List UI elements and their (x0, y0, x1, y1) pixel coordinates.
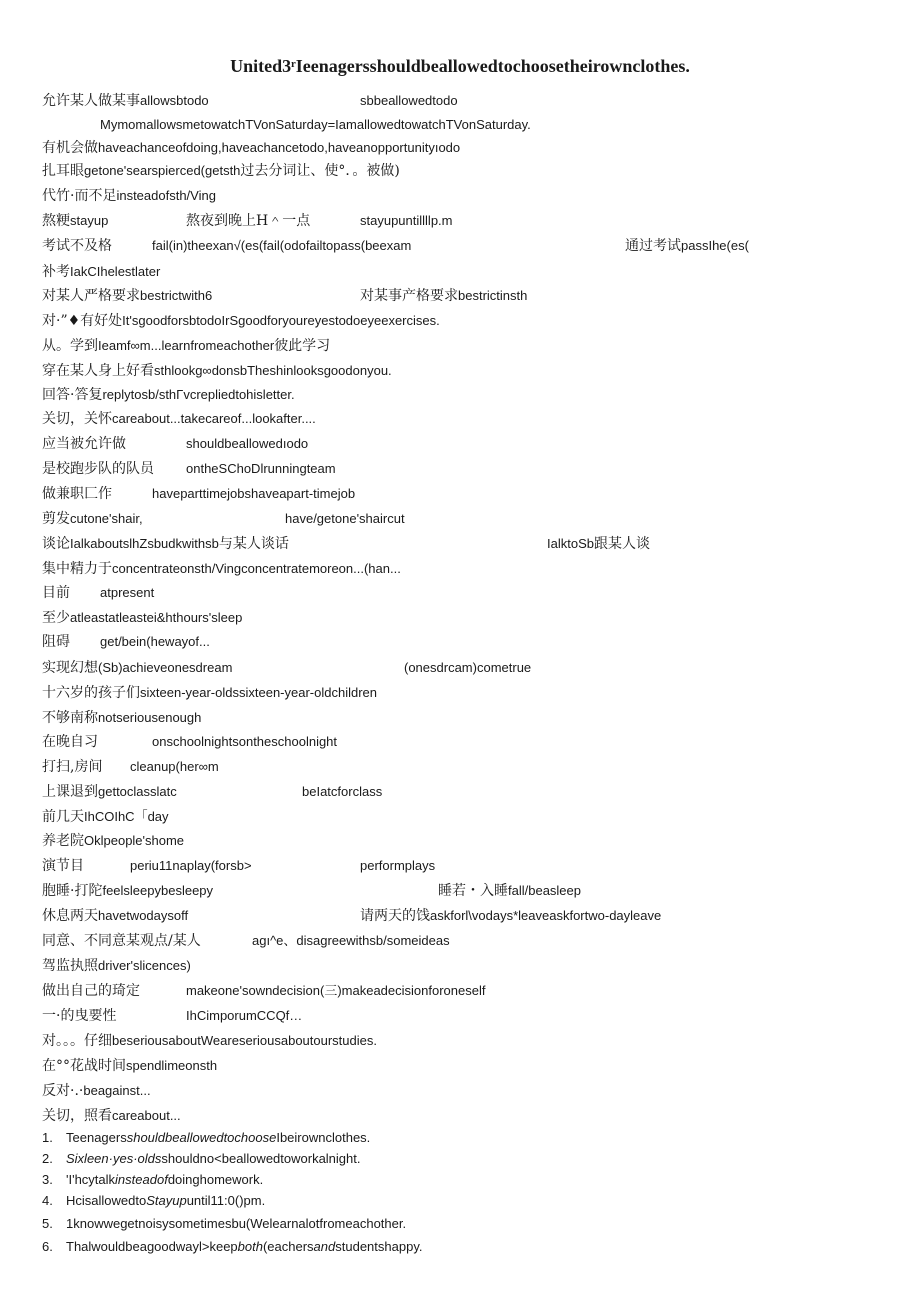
chinese-phrase: 胞睡·打陀 (42, 883, 103, 899)
vocab-entry (42, 709, 201, 727)
vocab-entry (42, 1082, 151, 1100)
vocab-entry (42, 1007, 116, 1025)
english-phrase: feelsleepybesleepy (102, 883, 214, 898)
sentence-text: studentshappy. (335, 1239, 423, 1254)
sentence-number: 4. (42, 1193, 53, 1208)
vocab-row (0, 584, 900, 604)
vocab-row (0, 485, 900, 505)
sentence-keyphrase: and (313, 1239, 336, 1254)
english-phrase: Oklpeople'shome (84, 833, 185, 848)
document-title: United3ʳIeenagersshouldbeallowedtochoosetheirownclothes. (230, 56, 690, 76)
vocab-entry (42, 485, 112, 503)
chinese-phrase: 关切，关怀 (42, 411, 112, 427)
english-phrase: MymomallowsmetowatchTVonSaturday=IamallowedtowatchTVonSaturday. (100, 117, 531, 132)
english-phrase: bestrictwith6 (140, 288, 213, 303)
chinese-phrase: 过去分词让、使°．。被做) (240, 163, 400, 179)
sentence-item (42, 1215, 406, 1233)
vocab-entry (42, 312, 440, 330)
chinese-phrase: 彼此学习 (274, 338, 331, 354)
english-phrase: periu11naplay(forsb> (130, 858, 252, 873)
vocab-row (0, 187, 900, 207)
chinese-phrase: 养老院 (42, 833, 84, 849)
vocab-row (0, 684, 900, 704)
vocab-entry (360, 857, 435, 875)
vocab-entry (438, 882, 581, 900)
english-phrase: fail(in)theexan√(es(fail(odofailtopass(beexam (152, 238, 412, 253)
vocab-row (0, 560, 900, 580)
sentence-text: 'I'hcytalk (66, 1172, 116, 1187)
chinese-phrase: 应当被允许做 (42, 436, 126, 452)
chinese-phrase: 不够南称 (42, 710, 98, 726)
chinese-phrase: 前几天 (42, 809, 84, 825)
chinese-phrase: 剪发 (42, 511, 70, 527)
sentence-number: 2. (42, 1151, 53, 1166)
chinese-phrase: 集中精力于 (42, 561, 112, 577)
vocab-row (0, 832, 900, 852)
vocab-entry (360, 212, 453, 230)
english-phrase: askforl\vodays*leaveaskfortwo-dayleave (430, 908, 662, 923)
vocab-row (0, 263, 900, 283)
english-phrase: spendlimeonsth (126, 1058, 218, 1073)
vocab-row (0, 783, 900, 803)
vocab-row (0, 1007, 900, 1027)
chinese-phrase: 扎耳眼 (42, 163, 84, 179)
vocab-entry (42, 932, 201, 950)
chinese-phrase: 回答·答复 (42, 387, 103, 403)
vocab-entry (42, 212, 108, 230)
chinese-phrase: 十六岁的孩子们 (42, 685, 140, 701)
chinese-phrase: 演节目 (42, 858, 84, 874)
english-phrase: IhCOIhC「day (84, 809, 169, 824)
english-phrase: agı^e、disagreewithsb/someideas (252, 933, 450, 948)
vocab-row (0, 633, 900, 653)
vocab-entry (42, 857, 84, 875)
english-phrase: shouldbeallowedıodo (186, 436, 309, 451)
sentence-keyphrase: Sixleen·yes·olds (66, 1151, 162, 1166)
vocab-row (0, 92, 900, 112)
english-phrase: beIatcforclass (302, 784, 383, 799)
english-phrase: (onesdrcam)cometrue (404, 660, 532, 675)
vocab-entry (186, 435, 308, 453)
english-phrase: gettoclasslatc (98, 784, 177, 799)
vocab-entry (42, 609, 242, 627)
sentence-number: 3. (42, 1172, 53, 1187)
vocab-entry (42, 237, 112, 255)
english-phrase: IhCimporumCCQf… (186, 1008, 303, 1023)
sentence-text: until11:0()pm. (186, 1193, 266, 1208)
sentence-text: Thalwouldbeagoodwayl>keep (66, 1239, 238, 1254)
vocab-entry (42, 982, 140, 1000)
vocab-row (0, 212, 900, 232)
sentence-number: 5. (42, 1216, 53, 1231)
chinese-phrase: 允许某人做某事 (42, 93, 140, 109)
vocab-row (0, 659, 900, 679)
vocab-entry (42, 659, 232, 677)
english-phrase: performplays (360, 858, 436, 873)
english-phrase: sthlookg∞donsbTheshinlooksgoodonyou. (154, 363, 392, 378)
vocab-row (0, 1057, 900, 1077)
vocab-row (0, 1107, 900, 1127)
vocab-entry (42, 1107, 181, 1125)
vocab-entry (625, 237, 749, 255)
chinese-phrase: 从。学到 (42, 338, 98, 354)
english-phrase: IakCIhelestlater (70, 264, 161, 279)
chinese-phrase: 同意、不同意某观点/某人 (42, 933, 201, 949)
sentence-number: 1. (42, 1130, 53, 1145)
vocab-entry (285, 510, 405, 528)
vocab-row (0, 287, 900, 307)
sentence-keyphrase: Stayup (146, 1193, 187, 1208)
vocab-entry (42, 263, 160, 281)
english-phrase: careabout... (112, 1108, 181, 1123)
sentence-item (42, 1238, 422, 1256)
vocab-entry (42, 684, 377, 702)
sentence-item (42, 1171, 263, 1189)
vocab-entry (130, 857, 252, 875)
english-phrase: It'sgoodforsbtodoIrSgoodforyoureyestodoeyeexercises. (122, 313, 440, 328)
vocab-entry (42, 510, 143, 528)
sentence-keyphrase: shouldbeallowedtochoose (126, 1130, 277, 1145)
english-phrase: driver'slicences) (98, 958, 191, 973)
vocab-row (0, 139, 900, 159)
vocab-entry (42, 337, 330, 355)
vocab-row (0, 386, 900, 406)
vocab-entry (186, 1007, 302, 1025)
english-phrase: IalkaboutslhZsbudkwithsb (70, 536, 219, 551)
chinese-phrase: 有机会做 (42, 140, 98, 156)
vocab-entry (547, 535, 650, 553)
english-phrase: cleanup(her∞m (130, 759, 219, 774)
vocab-entry (404, 659, 531, 677)
chinese-phrase: 请两天的饯 (360, 908, 430, 924)
vocab-entry (152, 733, 337, 751)
sentence-number: 6. (42, 1239, 53, 1254)
chinese-phrase: 穿在某人身上好看 (42, 363, 154, 379)
vocab-entry (42, 882, 213, 900)
sentence-text: 1knowwegetnoisysometimesbu(Welearnalotfromeachother. (66, 1216, 407, 1231)
english-phrase: atleastatleastei&hthours'sleep (70, 610, 243, 625)
chinese-phrase: 至少 (42, 610, 70, 626)
chinese-phrase: 熬夜到晚上H＾一点 (186, 213, 311, 229)
vocab-row (0, 857, 900, 877)
vocab-row (0, 758, 900, 778)
vocab-entry (42, 957, 191, 975)
vocab-row (0, 609, 900, 629)
english-phrase: onschoolnightsontheschoolnight (152, 734, 338, 749)
sentence-text: shouldno<beallowedtoworkalnight. (161, 1151, 361, 1166)
vocab-row (0, 337, 900, 357)
sentence-item (42, 1150, 361, 1168)
sentence-keyphrase: insteadof (115, 1172, 168, 1187)
chinese-phrase: 在晚自习 (42, 734, 98, 750)
vocab-row (0, 982, 900, 1002)
vocab-row (0, 808, 900, 828)
english-phrase: ontheSChoDlrunningteam (186, 461, 336, 476)
english-phrase: bestrictinsth (458, 288, 528, 303)
chinese-phrase: 阻碍 (42, 634, 70, 650)
vocab-entry (360, 907, 661, 925)
english-phrase: careabout...takecareof...lookafter.... (112, 411, 316, 426)
chinese-phrase: 上课退到 (42, 784, 98, 800)
sentence-keyphrase: both (237, 1239, 263, 1254)
vocab-row (0, 312, 900, 332)
vocab-entry (42, 362, 392, 380)
sentence-text: Ibeirownclothes. (276, 1130, 371, 1145)
vocab-entry (42, 139, 460, 157)
english-phrase: concentrateonsth/Vingconcentratemoreon...(han... (112, 561, 401, 576)
english-phrase: replytosb/sthΓvcrepliedtohisletter. (102, 387, 295, 402)
chinese-phrase: 做兼职匚作 (42, 486, 112, 502)
vocab-row (0, 510, 900, 530)
vocab-row (0, 535, 900, 555)
vocab-entry (130, 758, 219, 776)
chinese-phrase: 睡若・入睡 (438, 883, 508, 899)
vocab-entry (152, 485, 355, 503)
vocab-entry (100, 116, 531, 134)
chinese-phrase: 对·”♦有好处 (42, 313, 123, 329)
vocab-row (0, 882, 900, 902)
vocab-row (0, 116, 900, 136)
english-phrase: get/bein(hewayof... (100, 634, 210, 649)
vocab-row (0, 1082, 900, 1102)
chinese-phrase: 熬粳 (42, 213, 70, 229)
vocab-entry (360, 92, 458, 110)
sentence-text: (eachers (262, 1239, 314, 1254)
english-phrase: notseriousenough (98, 710, 202, 725)
english-phrase: (Sb)achieveonesdream (98, 660, 233, 675)
vocab-entry (42, 92, 209, 110)
vocab-entry (42, 386, 295, 404)
chinese-phrase: 通过考试 (625, 238, 681, 254)
english-phrase: makeone'sowndecision(三)makeadecisionforoneself (186, 983, 486, 998)
vocab-entry (42, 783, 177, 801)
vocab-entry (186, 460, 336, 478)
vocab-entry (42, 907, 188, 925)
english-phrase: beagainst... (83, 1083, 151, 1098)
vocab-entry (360, 287, 527, 305)
sentence-text: doinghomework. (167, 1172, 264, 1187)
vocab-entry (42, 460, 154, 478)
vocab-entry (42, 287, 212, 305)
sentence-text: Teenagers (66, 1130, 127, 1145)
chinese-phrase: 关切，照看 (42, 1108, 112, 1124)
chinese-phrase: 考试不及格 (42, 238, 112, 254)
english-phrase: passIhe(es( (681, 238, 749, 253)
vocab-entry (252, 932, 450, 950)
vocab-row (0, 162, 900, 182)
english-phrase: have/getone'shaircut (285, 511, 405, 526)
vocab-row (0, 709, 900, 729)
vocab-entry (302, 783, 382, 801)
vocab-entry (42, 758, 102, 776)
chinese-phrase: 谈论 (42, 536, 70, 552)
chinese-phrase: 与某人谈话 (218, 536, 289, 552)
sentence-text: Hcisallowedto (66, 1193, 147, 1208)
english-phrase: cutone'shair, (70, 511, 143, 526)
vocab-entry (42, 435, 126, 453)
vocab-row (0, 410, 900, 430)
chinese-phrase: 目前 (42, 585, 70, 601)
chinese-phrase: 对某事产格要求 (360, 288, 458, 304)
english-phrase: havetwodaysoff (98, 908, 189, 923)
vocab-row (0, 932, 900, 952)
english-phrase: fall/beasleep (508, 883, 581, 898)
vocab-entry (186, 212, 310, 230)
vocab-entry (42, 832, 184, 850)
sentence-item (42, 1192, 265, 1210)
vocab-row (0, 237, 900, 257)
vocab-row (0, 907, 900, 927)
chinese-phrase: 跟某人谈 (593, 536, 650, 552)
vocab-entry (42, 535, 289, 553)
vocab-entry (100, 584, 154, 602)
vocab-entry (42, 410, 316, 428)
chinese-phrase: 做出自己的琦定 (42, 983, 140, 999)
english-phrase: beseriousaboutWeareseriousaboutourstudies. (112, 1033, 377, 1048)
chinese-phrase: 代竹·而不足 (42, 188, 117, 204)
english-phrase: stayupuntillllp.m (360, 213, 453, 228)
chinese-phrase: 驾监执照 (42, 958, 98, 974)
vocab-entry (42, 1032, 377, 1050)
vocab-entry (42, 162, 400, 180)
vocab-entry (42, 187, 216, 205)
chinese-phrase: 对某人严格要求 (42, 288, 140, 304)
vocab-entry (42, 1057, 217, 1075)
chinese-phrase: 在°°花战时间 (42, 1058, 126, 1074)
english-phrase: allowsbtodo (140, 93, 209, 108)
vocab-entry (100, 633, 210, 651)
english-phrase: sixteen-year-oldssixteen-year-oldchildren (140, 685, 377, 700)
vocab-entry (186, 982, 485, 1000)
chinese-phrase: 实现幻想 (42, 660, 98, 676)
chinese-phrase: 打扫,房间 (42, 759, 103, 775)
chinese-phrase: 反对·.· (42, 1083, 84, 1099)
vocab-entry (42, 733, 98, 751)
chinese-phrase: 一·的曳要性 (42, 1008, 117, 1024)
vocab-entry (42, 560, 401, 578)
vocab-row (0, 435, 900, 455)
english-phrase: haveachanceofdoing,haveachancetodo,haveanopportunityıodo (98, 140, 461, 155)
vocab-entry (42, 808, 169, 826)
vocab-row (0, 460, 900, 480)
sentence-item (42, 1129, 370, 1147)
chinese-phrase: 是校跑步队的队员 (42, 461, 154, 477)
chinese-phrase: 补考 (42, 264, 70, 280)
vocab-row (0, 733, 900, 753)
english-phrase: getone'searspierced(getsth (84, 163, 241, 178)
vocab-entry (152, 237, 411, 255)
english-phrase: stayup (70, 213, 109, 228)
english-phrase: haveparttimejobshaveapart-timejob (152, 486, 356, 501)
english-phrase: Ieamf∞m...learnfromeachother (98, 338, 275, 353)
vocab-entry (42, 633, 70, 651)
english-phrase: IalktoSb (547, 536, 594, 551)
vocab-row (0, 362, 900, 382)
english-phrase: atpresent (100, 585, 155, 600)
vocab-entry (42, 584, 70, 602)
chinese-phrase: 休息两天 (42, 908, 98, 924)
vocab-row (0, 957, 900, 977)
chinese-phrase: 对。。。仔细 (42, 1033, 112, 1049)
english-phrase: insteadofsth/Ving (116, 188, 216, 203)
vocab-row (0, 1032, 900, 1052)
english-phrase: sbbeallowedtodo (360, 93, 458, 108)
